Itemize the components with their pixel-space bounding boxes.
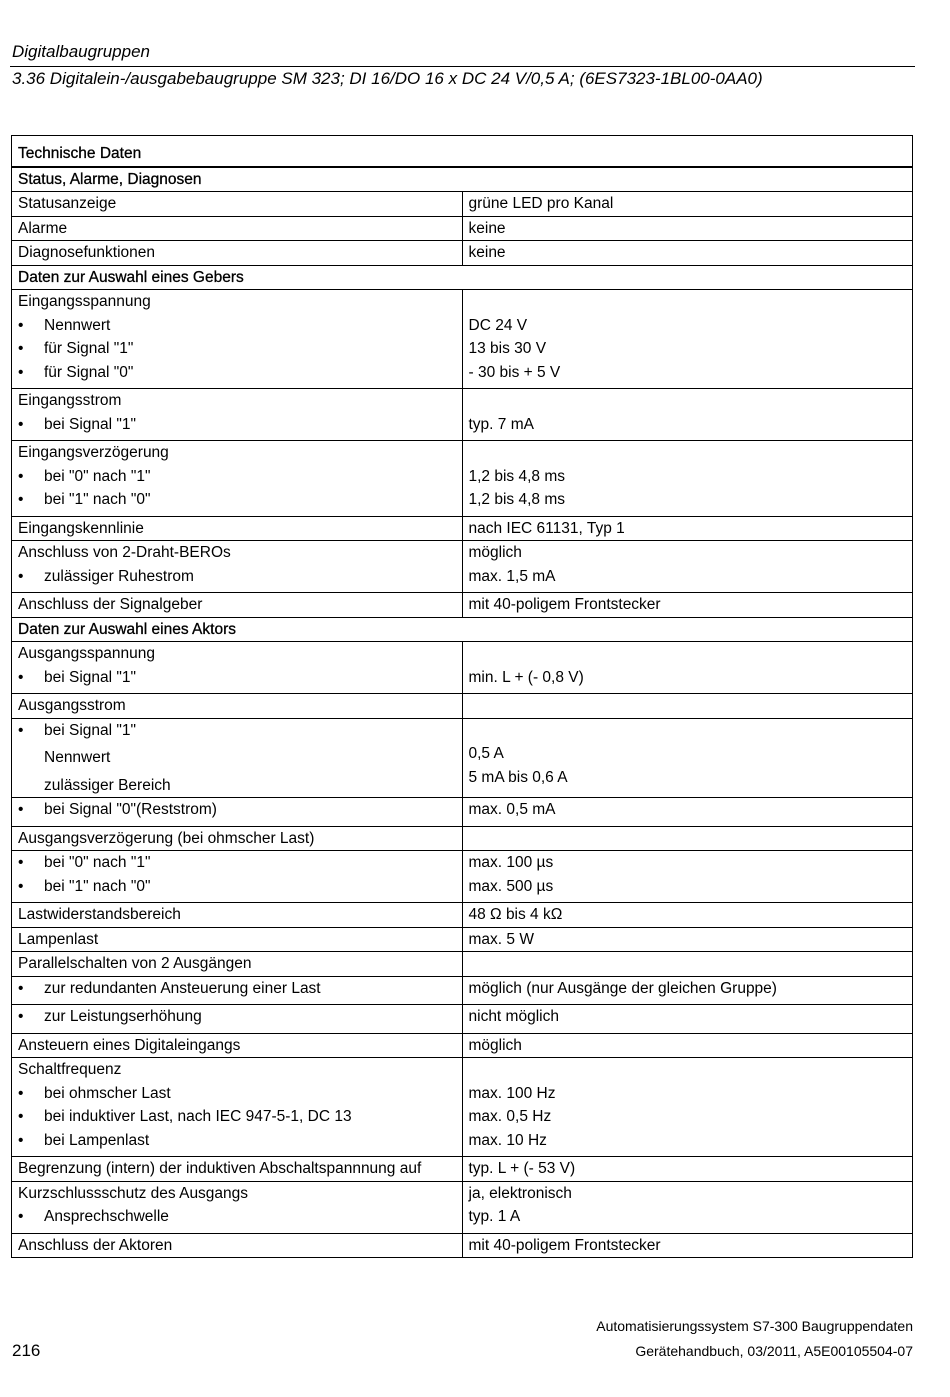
- row-value: [462, 851, 913, 903]
- value-text: typ. 1 A: [468, 1208, 521, 1225]
- row-label-text: Eingangsstrom: [18, 392, 122, 409]
- row-value: mit 40-poligem Frontstecker: [462, 593, 913, 618]
- section-row: [12, 265, 913, 290]
- row-value: typ. L + (- 53 V): [462, 1157, 913, 1182]
- bullet-item: • zulässiger Ruhestrom: [18, 565, 456, 589]
- table-row: [12, 642, 913, 694]
- row-value: max. 5 W: [462, 927, 913, 952]
- table-title-row: [12, 136, 913, 167]
- table-row: [12, 851, 913, 903]
- row-value: 48 Ω bis 4 kΩ: [462, 903, 913, 928]
- table-row: [12, 192, 913, 217]
- row-label-text: Ausgangsspannung: [18, 645, 156, 662]
- value-text: 5 mA bis 0,6 A: [468, 768, 568, 786]
- row-value: [462, 541, 913, 593]
- row-label: [12, 1005, 463, 1034]
- bullet-item: • zur Leistungserhöhung: [18, 1005, 456, 1029]
- table-row: [12, 389, 913, 441]
- bullet-item: • bei Lampenlast: [18, 1129, 456, 1153]
- row-label: Ausgangsstrom: [12, 694, 463, 719]
- value-text: max. 100 µs: [468, 854, 554, 871]
- row-label: Eingangskennlinie: [12, 516, 463, 541]
- row-value: möglich: [462, 1033, 913, 1058]
- value-text: 13 bis 30 V: [468, 340, 547, 357]
- value-text: 1,2 bis 4,8 ms: [468, 491, 565, 508]
- bullet-item: • bei Signal "0"(Reststrom): [18, 798, 456, 822]
- manual-title: Automatisierungssystem S7-300 Baugruppendaten: [596, 1318, 913, 1334]
- row-value: nach IEC 61131, Typ 1: [462, 516, 913, 541]
- row-label-text: Eingangsspannung: [18, 293, 151, 310]
- value-text: typ. 7 mA: [468, 415, 534, 433]
- row-label: [12, 389, 463, 441]
- row-label: Statusanzeige: [12, 192, 463, 217]
- chapter-title: Digitalbaugruppen: [12, 42, 150, 61]
- value-text: ja, elektronisch: [468, 1184, 572, 1202]
- table-title: Technische Daten: [12, 136, 913, 167]
- row-value: max. 0,5 mA: [462, 798, 913, 827]
- row-label: Anschluss der Aktoren: [12, 1233, 463, 1258]
- bullet-item: • für Signal "1": [18, 337, 456, 361]
- table-row: [12, 798, 913, 827]
- row-label-text: Anschluss von 2-Draht-BEROs: [18, 544, 231, 561]
- table-row: [12, 903, 913, 928]
- manual-info: Gerätehandbuch, 03/2011, A5E00105504-07: [635, 1343, 913, 1359]
- section-row: [12, 617, 913, 642]
- row-value: [462, 389, 913, 441]
- bullet-item: • zur redundanten Ansteuerung einer Last: [18, 977, 456, 1001]
- bullet-item: • bei induktiver Last, nach IEC 947-5-1, DC 13: [18, 1105, 456, 1129]
- value-text: max. 10 Hz: [468, 1131, 547, 1149]
- table-row: [12, 826, 913, 851]
- table-row: [12, 952, 913, 977]
- row-value: [462, 441, 913, 517]
- section-heading: Status, Alarme, Diagnosen: [12, 167, 913, 192]
- row-label: Ausgangsverzögerung (bei ohmscher Last): [12, 826, 463, 851]
- row-label: [12, 441, 463, 517]
- bullet-item: • bei ohmscher Last: [18, 1082, 456, 1106]
- table-row: [12, 694, 913, 719]
- table-row: [12, 1033, 913, 1058]
- row-value: grüne LED pro Kanal: [462, 192, 913, 217]
- table-row: [12, 290, 913, 389]
- row-label: Alarme: [12, 216, 463, 241]
- row-value: [462, 694, 913, 719]
- row-value: nicht möglich: [462, 1005, 913, 1034]
- bullet-item: • Ansprechschwelle: [18, 1205, 456, 1229]
- table-row: [12, 927, 913, 952]
- bullet-item: • bei Signal "1": [18, 719, 456, 743]
- table-row: [12, 1005, 913, 1034]
- table-row: [12, 1058, 913, 1157]
- row-value: möglich (nur Ausgänge der gleichen Gruppe): [462, 976, 913, 1005]
- value-text: min. L + (- 0,8 V): [468, 668, 584, 686]
- row-value: keine: [462, 241, 913, 266]
- row-label: [12, 851, 463, 903]
- table-row: [12, 216, 913, 241]
- bullet-item: • bei Signal "1": [18, 666, 456, 690]
- bullet-item: • bei "1" nach "0": [18, 488, 456, 512]
- table-row: [12, 1233, 913, 1258]
- bullet-item: • Nennwert: [18, 314, 456, 338]
- row-label-text: Eingangsverzögerung: [18, 444, 169, 461]
- value-text: DC 24 V: [468, 316, 528, 334]
- value-text: max. 0,5 Hz: [468, 1108, 552, 1125]
- row-label-text: Schaltfrequenz: [18, 1061, 122, 1078]
- section-heading: Daten zur Auswahl eines Gebers: [12, 265, 913, 290]
- value-text: 1,2 bis 4,8 ms: [468, 467, 565, 485]
- row-label: Begrenzung (intern) der induktiven Abschaltspannnung auf: [12, 1157, 463, 1182]
- indent-item: Nennwert: [44, 749, 111, 766]
- table-row: [12, 541, 913, 593]
- row-label: [12, 290, 463, 389]
- bullet-item: • bei "0" nach "1": [18, 851, 456, 875]
- table-row: [12, 593, 913, 618]
- bullet-item: • bei "0" nach "1": [18, 465, 456, 489]
- row-label-text: Kurzschlussschutz des Ausgangs: [18, 1184, 249, 1202]
- bullet-item: • für Signal "0": [18, 361, 456, 385]
- table-row: [12, 241, 913, 266]
- value-text: max. 500 µs: [468, 877, 554, 895]
- row-label: [12, 798, 463, 827]
- row-label: [12, 1181, 463, 1233]
- header-rule: [10, 66, 915, 67]
- value-text: max. 100 Hz: [468, 1084, 556, 1102]
- row-label: [12, 718, 463, 798]
- row-value: [462, 1181, 913, 1233]
- table-row: [12, 718, 913, 798]
- row-value: [462, 952, 913, 977]
- section-title: 3.36 Digitalein-/ausgabebaugruppe SM 323; DI 16/DO 16 x DC 24 V/0,5 A; (6ES7323-1BL00-0AA0): [12, 69, 763, 88]
- section-heading: Daten zur Auswahl eines Aktors: [12, 617, 913, 642]
- value-text: 0,5 A: [468, 745, 504, 762]
- value-text: möglich: [468, 544, 522, 561]
- row-value: [462, 290, 913, 389]
- technical-data-table: [11, 135, 913, 1258]
- row-value: keine: [462, 216, 913, 241]
- row-value: mit 40-poligem Frontstecker: [462, 1233, 913, 1258]
- row-value: [462, 718, 913, 798]
- row-value: [462, 826, 913, 851]
- bullet-item: • bei Signal "1": [18, 413, 456, 437]
- bullet-item: • bei "1" nach "0": [18, 875, 456, 899]
- table-row: [12, 1157, 913, 1182]
- section-row: [12, 167, 913, 192]
- row-label: Anschluss der Signalgeber: [12, 593, 463, 618]
- row-label: Parallelschalten von 2 Ausgängen: [12, 952, 463, 977]
- value-text: - 30 bis + 5 V: [468, 363, 561, 381]
- table-row: [12, 1181, 913, 1233]
- row-label: [12, 1058, 463, 1157]
- row-label: Diagnosefunktionen: [12, 241, 463, 266]
- row-label: [12, 642, 463, 694]
- row-label: Lastwiderstandsbereich: [12, 903, 463, 928]
- row-label: Ansteuern eines Digitaleingangs: [12, 1033, 463, 1058]
- row-value: [462, 1058, 913, 1157]
- row-label: [12, 976, 463, 1005]
- page-number: 216: [12, 1341, 41, 1360]
- table-row: [12, 976, 913, 1005]
- row-label: Lampenlast: [12, 927, 463, 952]
- table-row: [12, 441, 913, 517]
- row-value: [462, 642, 913, 694]
- value-text: max. 1,5 mA: [468, 567, 556, 585]
- table-row: [12, 516, 913, 541]
- indent-item: zulässiger Bereich: [44, 776, 171, 794]
- row-label: [12, 541, 463, 593]
